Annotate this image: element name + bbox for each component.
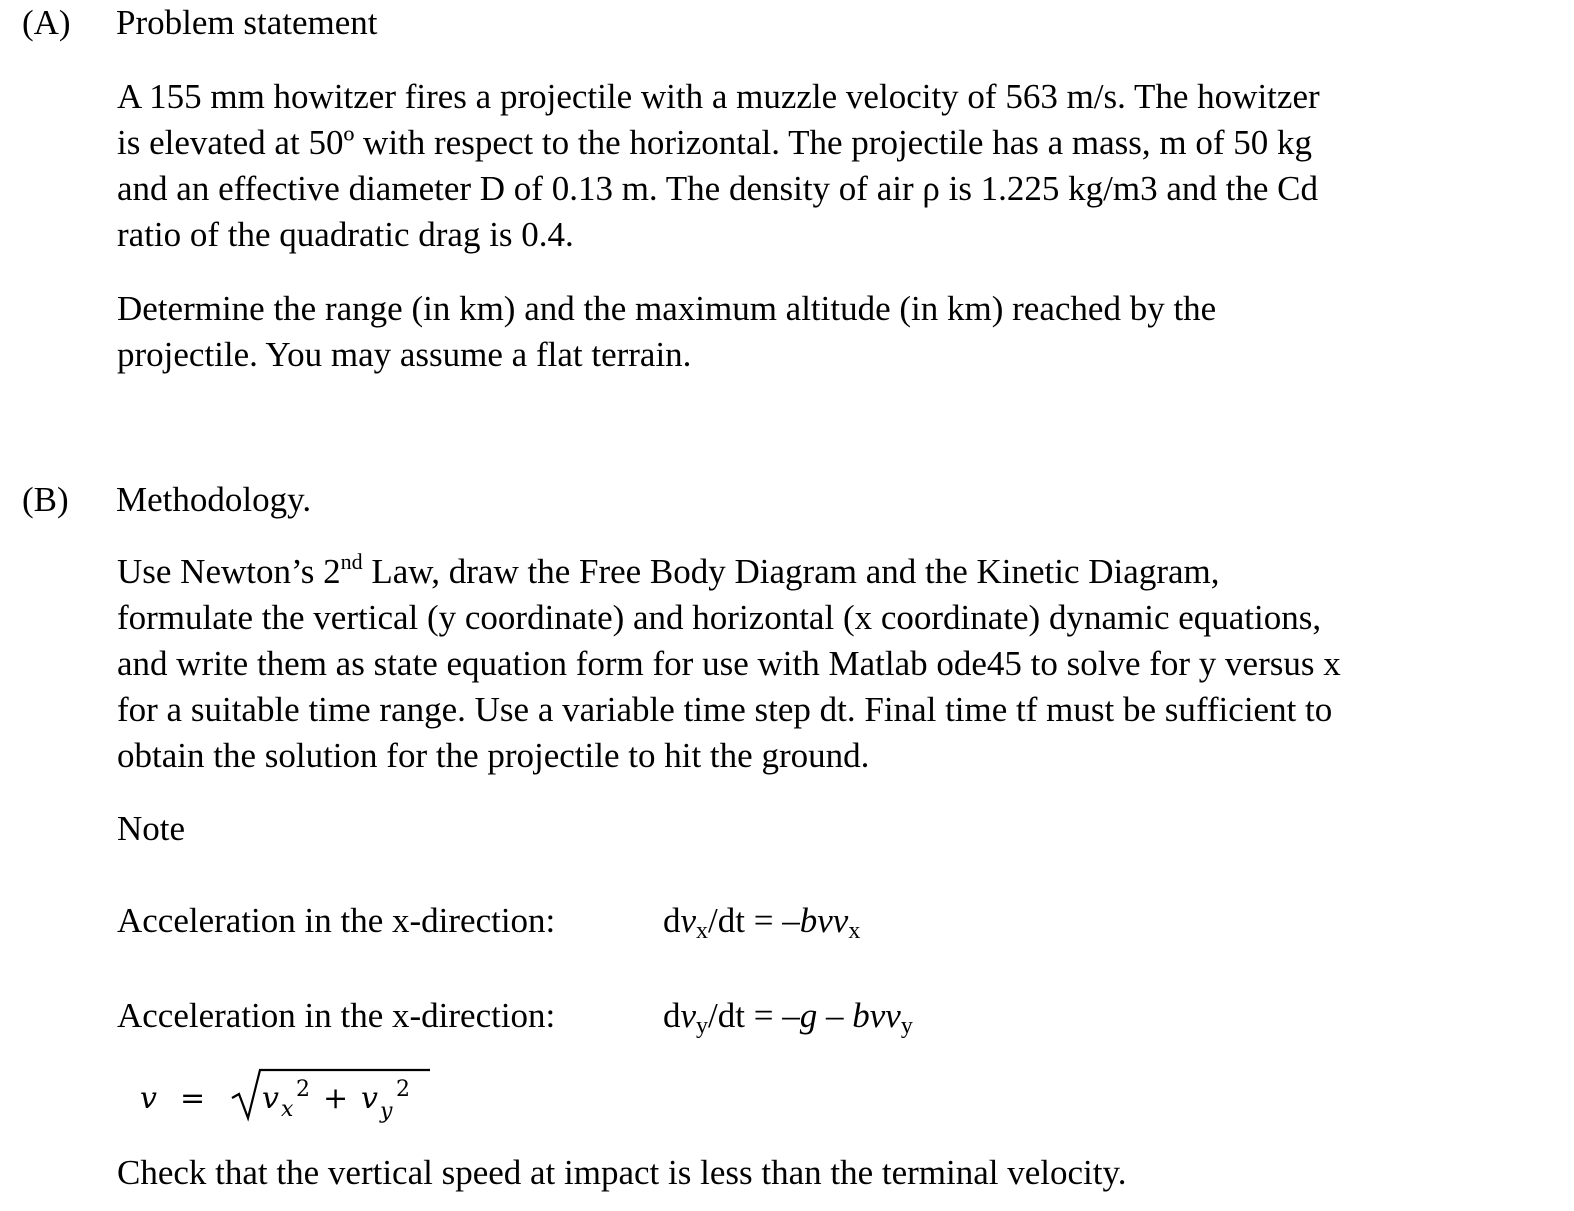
paragraph-line xyxy=(117,549,1537,595)
paragraph-line: formulate the vertical (y coordinate) and horizontal (x coordinate) dynamic equations, xyxy=(117,598,1322,637)
paragraph-line: and write them as state equation form for use with Matlab ode45 to solve for y versus x xyxy=(117,644,1341,683)
equation-row-1 xyxy=(117,898,860,944)
paragraph-line: is elevated at 50º with respect to the horizontal. The projectile has a mass, m of 50 kg xyxy=(117,123,1313,162)
equation-label: Acceleration in the x-direction: xyxy=(117,901,556,940)
eq-slash-dt: /dt = xyxy=(708,901,783,940)
closing-sentence: Check that the vertical speed at impact is less than the terminal velocity. xyxy=(117,1153,1127,1192)
formula-equals: = xyxy=(180,1081,206,1116)
eq-slash-dt: /dt = xyxy=(708,996,783,1035)
formula-lhs: v xyxy=(140,1081,157,1116)
speed-formula-svg xyxy=(140,1060,460,1130)
section-a-heading xyxy=(22,0,377,46)
formula-vx: v xyxy=(262,1081,279,1116)
section-b-heading xyxy=(22,477,311,523)
formula-x-subscript: x xyxy=(281,1097,294,1122)
note-label: Note xyxy=(117,809,186,848)
eq-rhs-g: –g xyxy=(782,996,818,1035)
section-a-title: Problem statement xyxy=(116,3,378,42)
paragraph-line: Determine the range (in km) and the maximum altitude (in km) reached by the xyxy=(117,289,1217,328)
eq-v: v xyxy=(680,996,697,1035)
section-a-letter: (A) xyxy=(22,3,71,42)
section-b-letter: (B) xyxy=(22,480,69,519)
equation-label: Acceleration in the x-direction: xyxy=(117,996,556,1035)
task-paragraph xyxy=(117,286,1537,378)
formula-exponent: 2 xyxy=(296,1077,310,1102)
eq-v: v xyxy=(680,901,697,940)
paragraph-line: for a suitable time range. Use a variable time step dt. Final time tf must be sufficient to xyxy=(117,690,1333,729)
paragraph-line: and an effective diameter D of 0.13 m. The density of air ρ is 1.225 kg/m3 and the Cd xyxy=(117,169,1319,208)
eq-rhs-b: bvv xyxy=(852,996,901,1035)
equation-row-2 xyxy=(117,993,913,1039)
paragraph-line: ratio of the quadratic drag is 0.4. xyxy=(117,215,574,254)
formula-plus: + xyxy=(323,1081,349,1116)
eq-rhs: –bvv xyxy=(782,901,849,940)
eq-rhs-subscript: y xyxy=(900,1013,913,1039)
eq-subscript: y xyxy=(696,1013,709,1039)
speed-formula xyxy=(140,1060,460,1130)
eq-rhs-op: – xyxy=(817,996,853,1035)
line-text: Law, draw the Free Body Diagram and the Kinetic Diagram, xyxy=(362,552,1220,591)
equation-expression xyxy=(663,898,860,944)
paragraph-line: projectile. You may assume a flat terrain. xyxy=(117,335,692,374)
line-text: Use Newton’s 2 xyxy=(117,552,341,591)
eq-d: d xyxy=(663,996,681,1035)
methodology-paragraph xyxy=(117,549,1537,779)
paragraph-line: A 155 mm howitzer fires a projectile with a muzzle velocity of 563 m/s. The howitzer xyxy=(117,77,1320,116)
eq-d: d xyxy=(663,901,681,940)
section-b-title: Methodology. xyxy=(116,480,312,519)
formula-exponent: 2 xyxy=(396,1077,410,1102)
problem-paragraph xyxy=(117,74,1537,258)
formula-y-subscript: y xyxy=(380,1099,393,1124)
formula-vy: v xyxy=(361,1081,378,1116)
paragraph-line: obtain the solution for the projectile to hit the ground. xyxy=(117,736,870,775)
eq-subscript: x xyxy=(696,918,709,944)
eq-rhs-subscript: x xyxy=(848,918,861,944)
ordinal-superscript: nd xyxy=(340,549,363,574)
equation-expression xyxy=(663,993,913,1039)
